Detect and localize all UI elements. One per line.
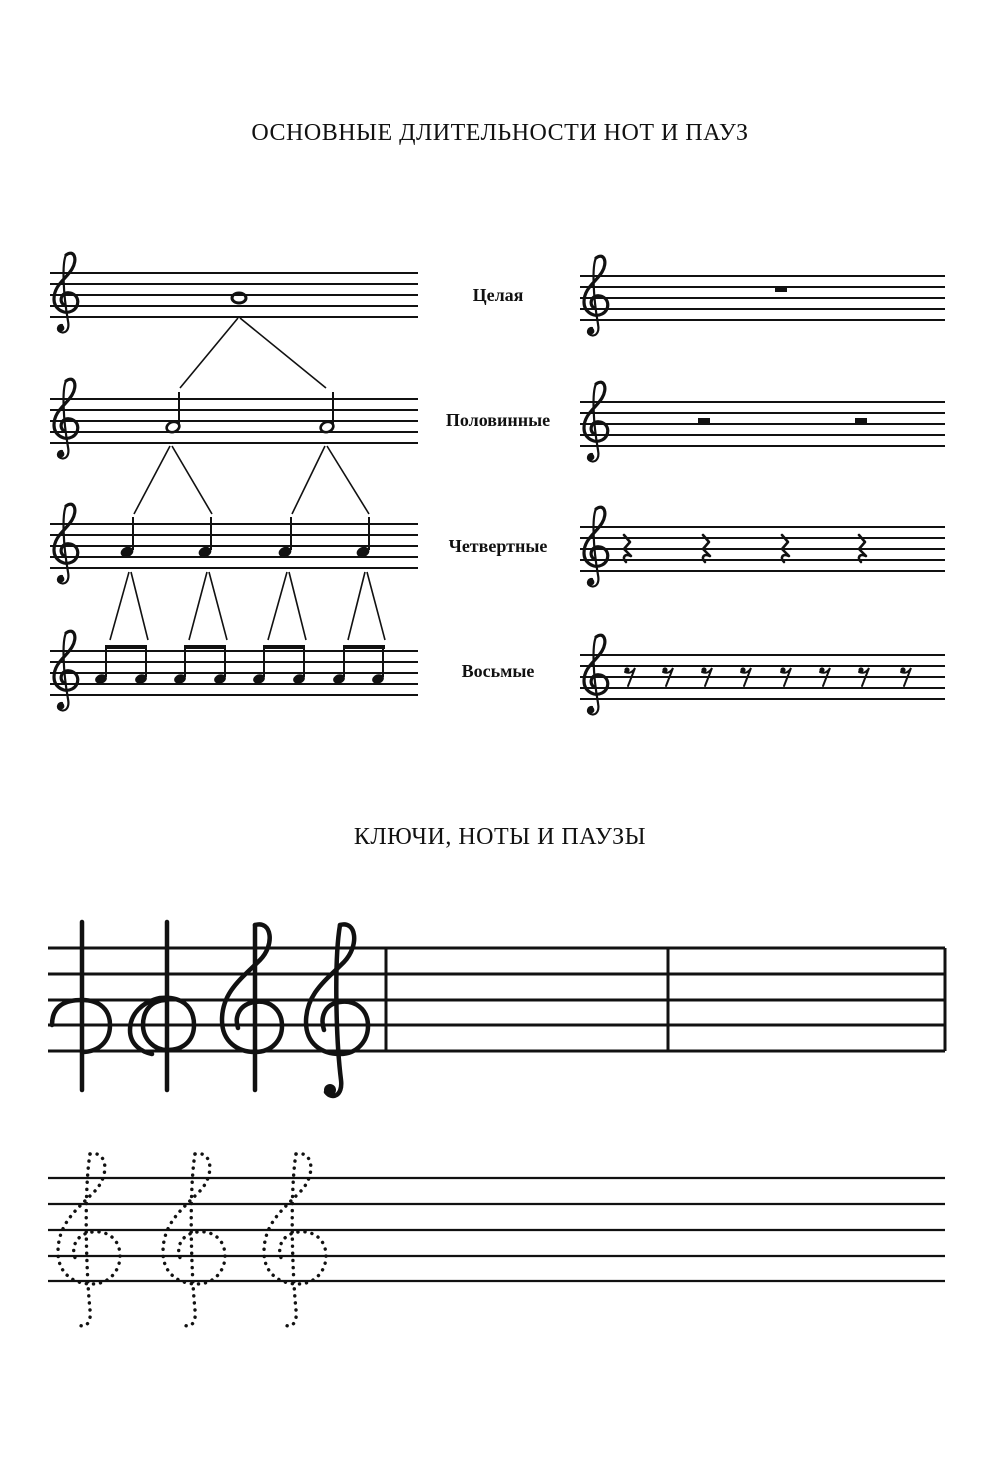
label-quarter: Четвертные	[448, 536, 548, 556]
half-rest-icon	[698, 418, 710, 424]
treble-clef-icon	[584, 382, 608, 461]
whole-note-icon	[232, 293, 246, 303]
treble-clef-icon	[54, 379, 78, 458]
dotted-clef-tracing	[58, 1154, 120, 1326]
treble-clef-icon	[584, 635, 608, 714]
label-half: Половинные	[445, 410, 551, 430]
staff-eighth-rests	[580, 655, 945, 699]
staff-quarter-rests	[580, 527, 945, 571]
label-whole: Целая	[472, 285, 524, 305]
page-title-durations: ОСНОВНЫЕ ДЛИТЕЛЬНОСТИ НОТ И ПАУЗ	[251, 120, 749, 146]
clef-step-4-dot	[324, 1084, 336, 1096]
half-rest-icon	[855, 418, 867, 424]
clef-step-4	[306, 924, 368, 1096]
staff-half-notes	[50, 399, 418, 443]
dotted-clef-tracing	[163, 1154, 225, 1326]
section-title-clefs: КЛЮЧИ, НОТЫ И ПАУЗЫ	[353, 824, 647, 850]
whole-rest-icon	[775, 287, 787, 292]
treble-clef-icon	[584, 256, 608, 335]
treble-clef-icon	[54, 253, 78, 332]
dotted-clef-tracing	[264, 1154, 326, 1326]
treble-clef-icon	[54, 504, 78, 583]
treble-clef-icon	[584, 507, 608, 586]
staff-half-rests	[580, 402, 945, 446]
division-lines-3	[110, 572, 385, 640]
division-lines-1	[180, 318, 326, 388]
tracing-staff	[48, 1178, 945, 1281]
staff-whole-rests	[580, 276, 945, 320]
label-eighth: Восьмые	[461, 661, 535, 681]
staff-quarter-notes	[50, 524, 418, 568]
treble-clef-icon	[54, 631, 78, 710]
division-lines-2	[134, 446, 369, 514]
